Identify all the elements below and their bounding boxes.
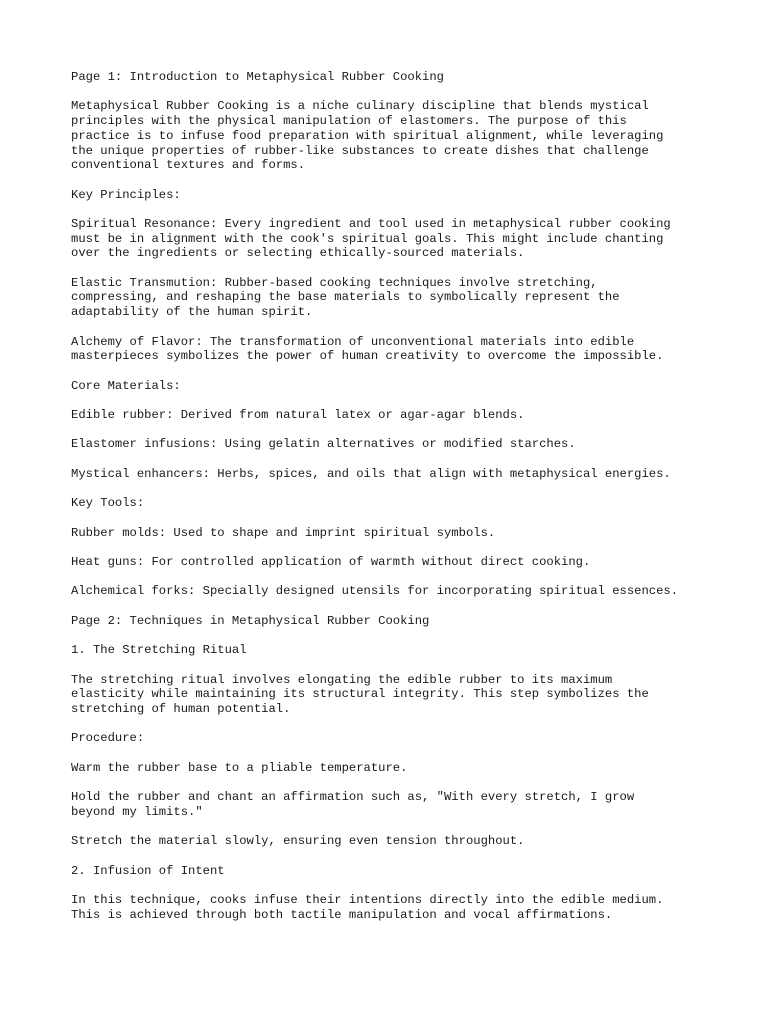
material-edible-rubber: Edible rubber: Derived from natural latex or agar-agar blends. xyxy=(71,408,525,423)
page-2-heading: Page 2: Techniques in Metaphysical Rubber Cooking xyxy=(71,613,430,628)
procedure-step-stretch: Stretch the material slowly, ensuring even tension throughout. xyxy=(71,834,525,849)
technique-1-description: The stretching ritual involves elongating the edible rubber to its maximum elasticity while maintaining its structural integrity. This step symbolizes the stretching of human potential. xyxy=(71,672,649,716)
core-materials-heading: Core Materials: xyxy=(71,378,181,393)
principle-spiritual-resonance: Spiritual Resonance: Every ingredient and tool used in metaphysical rubber cooking must be in alignment with the cook's spiritual goals. This might include chanting over the ingredients or selecting ethically-sourced materials. xyxy=(71,216,671,261)
technique-1-heading: 1. The Stretching Ritual xyxy=(71,643,247,658)
material-mystical-enhancers: Mystical enhancers: Herbs, spices, and oils that align with metaphysical energies. xyxy=(71,466,671,481)
key-principles-heading: Key Principles: xyxy=(71,187,181,202)
procedure-step-warm: Warm the rubber base to a pliable temperature. xyxy=(71,760,408,775)
material-elastomer-infusions: Elastomer infusions: Using gelatin alternatives or modified starches. xyxy=(71,437,576,452)
technique-2-description: In this technique, cooks infuse their intentions directly into the edible medium. This is achieved through both tactile manipulation and vocal affirmations. xyxy=(71,893,664,922)
tool-alchemical-forks: Alchemical forks: Specially designed utensils for incorporating spiritual essences. xyxy=(71,584,679,599)
page-1-heading: Page 1: Introduction to Metaphysical Rubber Cooking xyxy=(71,70,444,84)
technique-2-heading: 2. Infusion of Intent xyxy=(71,863,225,878)
intro-paragraph: Metaphysical Rubber Cooking is a niche culinary discipline that blends mystical principles with the physical manipulation of elastomers. The purpose of this practice is to infuse food preparation with spiritual alignment, while leveraging the unique properties of rubber-like substances to create dishes that challenge conventional textures and forms. xyxy=(71,99,664,173)
principle-elastic-transmution: Elastic Transmution: Rubber-based cooking techniques involve stretching, compressing, and reshaping the base materials to symbolically represent the adaptability of the human spirit. xyxy=(71,275,620,320)
procedure-heading: Procedure: xyxy=(71,731,145,746)
principle-alchemy-of-flavor: Alchemy of Flavor: The transformation of unconventional materials into edible masterpieces symbolizes the power of human creativity to overcome the impossible. xyxy=(71,334,664,364)
tool-heat-guns: Heat guns: For controlled application of warmth without direct cooking. xyxy=(71,555,591,570)
procedure-step-chant: Hold the rubber and chant an affirmation such as, "With every stretch, I grow beyond my limits." xyxy=(71,790,635,819)
key-tools-heading: Key Tools: xyxy=(71,496,145,511)
document-page xyxy=(71,70,731,937)
tool-rubber-molds: Rubber molds: Used to shape and imprint spiritual symbols. xyxy=(71,525,496,540)
